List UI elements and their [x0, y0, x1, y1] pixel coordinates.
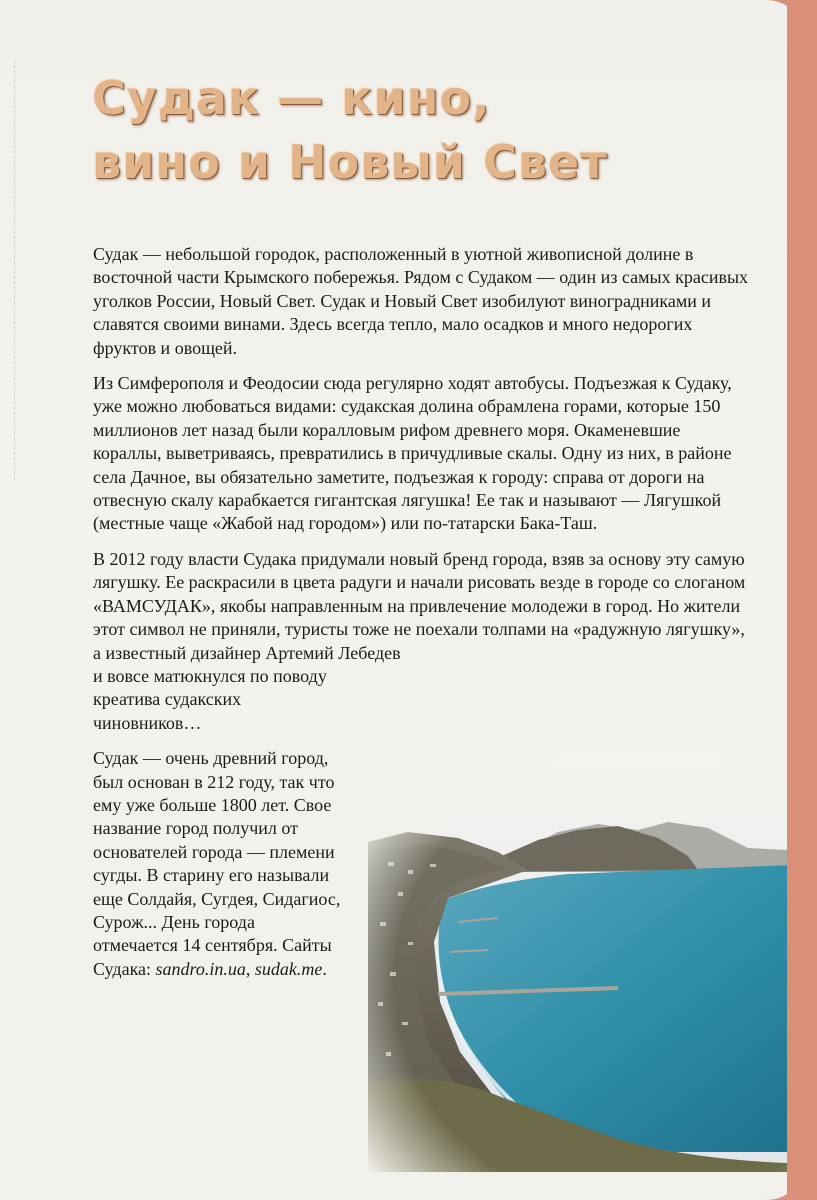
- site-link-sudak: sudak.me: [254, 958, 323, 979]
- site-separator: ,: [245, 958, 255, 979]
- margin-decoration: [0, 60, 15, 480]
- page-title: [92, 66, 608, 194]
- page-edge-tab: [787, 0, 817, 1200]
- bay-landscape-image: [368, 752, 806, 1172]
- title-line-2: вино и Новый Свет: [92, 135, 608, 189]
- paragraph-1: Судак — небольшой городок, расположенный в уютной живописной долине в восточной части Крымского побережья. Рядом с Судаком — один из самых красивых уголков России, Новый Свет. Судак и Новый Свет изобилуют виноградниками и славятся своими винами. Здесь всегда тепло, мало осадков и много недорогих фруктов и овощей.: [93, 244, 749, 358]
- paragraph-2: Из Симферополя и Феодосии сюда регулярно ходят автобусы. Подъезжая к Судаку, уже можно любоваться видами: судакская долина обрамлена горами, которые 150 миллионов лет назад были коралловым рифом древнего моря. Окаменевшие кораллы, выветриваясь, превратились в причудливые скалы. Одну из них, в районе села Дачное, вы обязательно заметите, подъезжая к городу: справа от дороги на отвесную скалу карабкается гигантская лягушка! Ее так и называют — Лягушкой (местные чаще «Жабой над городом») или по-татарски Бака-Таш.: [93, 373, 732, 534]
- paragraph-4-text: Судак — очень древний город, был основан в 212 году, так что ему уже больше 1800 лет. Свое название город получил от основателей города — племени сугды. В старину его называли еще Солдайя, Сугдея, Сидагиос, Сурож... День города отмечается 14 сентября. Сайты Судака:: [93, 748, 341, 979]
- sudak-bay-photo: [368, 752, 806, 1172]
- paragraph-4-end: .: [322, 958, 327, 979]
- paragraph-3-main: В 2012 году власти Судака придумали новый бренд города, взяв за основу эту самую лягушку. Ее раскрасили в цвета радуги и начали рисовать везде в городе со слоганом «ВАМСУДАК», якобы направленным на привлечение молодежи в город. Но жители этот символ не приняли, туристы тоже не поехали толпами на «радужную лягушку», а известный дизайнер Артемий Лебедев: [93, 548, 746, 663]
- paragraph-3: [93, 548, 753, 665]
- site-link-sandro: sandro.in.ua: [155, 958, 246, 979]
- paragraph-4: [93, 747, 343, 981]
- title-line-1: Судак — кино,: [92, 71, 491, 125]
- paragraph-3-tail: и вовсе матюкнулся по поводу креатива судакских чиновников…: [93, 665, 327, 733]
